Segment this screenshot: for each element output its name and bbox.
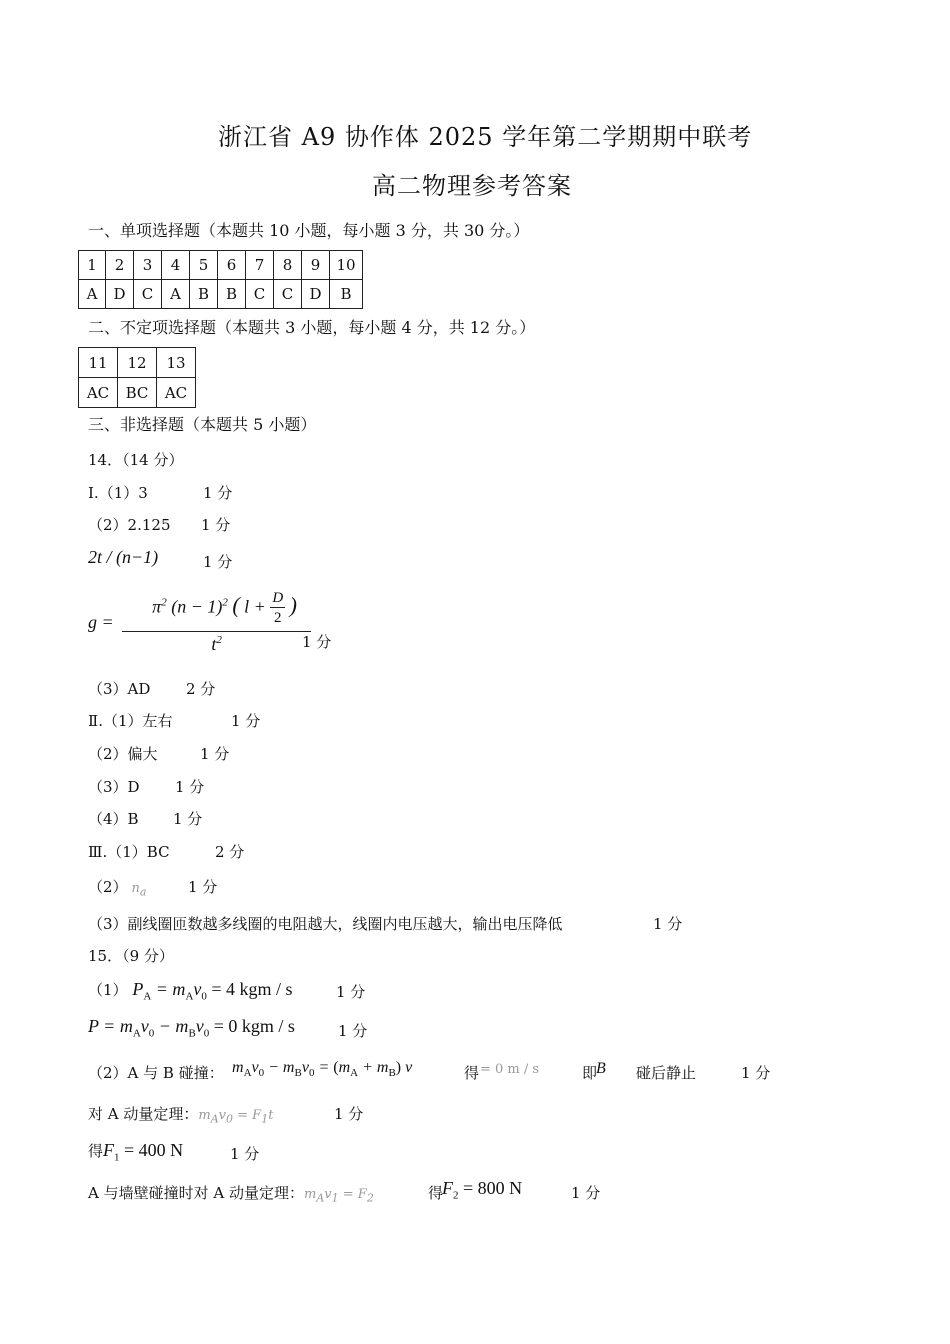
- score: 1 分: [302, 633, 332, 651]
- answer-line: （2）A 与 B 碰撞：: [88, 1064, 224, 1082]
- answer-table-1: [78, 250, 363, 309]
- score: 1 分: [230, 1145, 260, 1163]
- answer-text: 即: [582, 1064, 598, 1082]
- answer-line: [88, 1140, 183, 1164]
- table-cell: 7: [246, 251, 274, 280]
- table-cell: B: [190, 280, 218, 309]
- table-cell: 13: [157, 348, 196, 378]
- math-symbol: B: [596, 1060, 606, 1077]
- answer-line: （3）副线圈匝数越多线圈的电阻越大，线圈内电压越大，输出电压降低: [88, 915, 563, 933]
- answer-label: A 与墙壁碰撞时对 A 动量定理：: [88, 1184, 304, 1202]
- score: 1 分: [188, 878, 218, 896]
- answer-text: 得: [428, 1184, 444, 1202]
- formula-gravity: g = $\pi^2$ $(n - 1)^2$ ( l + $\frac{D}{2}$ ) $t^2$: [88, 590, 311, 655]
- section-heading-2: 二、不定项选择题（本题共 3 小题，每小题 4 分，共 12 分。）: [88, 318, 536, 337]
- formula-period: 2t / (n−1): [88, 547, 159, 567]
- result-velocity: = 0 m / s: [480, 1062, 540, 1077]
- score: 1 分: [338, 1022, 368, 1040]
- answer-label: （2）: [88, 878, 128, 896]
- table-cell: B: [330, 280, 363, 309]
- score: 1 分: [336, 983, 366, 1001]
- score: 1 分: [741, 1064, 771, 1082]
- answer-line: Ⅱ.（1）左右: [88, 712, 173, 730]
- formula-impulse-2: $m_Av_1 = F_2$: [303, 1187, 374, 1205]
- answer-line: （2）偏大: [88, 745, 158, 763]
- section-heading-1: 一、单项选择题（本题共 10 小题，每小题 3 分，共 30 分。）: [88, 221, 530, 240]
- answer-table-2: [78, 347, 196, 408]
- answer-line: （4）B: [88, 810, 139, 828]
- table-cell: A: [162, 280, 190, 309]
- formula-force-2: $F_2 = 800$ N: [442, 1178, 523, 1202]
- answer-line: Ⅰ.（1）3: [88, 484, 148, 502]
- table-cell: D: [106, 280, 134, 309]
- question-heading: 14．（14 分）: [88, 451, 184, 469]
- table-cell: C: [246, 280, 274, 309]
- score: 1 分: [203, 484, 233, 502]
- page-title: 浙江省 A9 协作体 2025 学年第二学期期中联考: [218, 123, 753, 151]
- formula-momentum-total: $P = m_Av_0 - m_Bv_0 = 0$ kgm / s: [88, 1016, 295, 1040]
- table-cell: D: [302, 280, 330, 309]
- formula-collision: $m_Av_0 - m_Bv_0 = (m_A + m_B)$ v: [232, 1059, 413, 1080]
- answer-line: [88, 876, 146, 899]
- table-cell: 6: [218, 251, 246, 280]
- section-heading-3: 三、非选择题（本题共 5 小题）: [88, 415, 317, 434]
- score: 1 分: [175, 778, 205, 796]
- table-cell: 3: [134, 251, 162, 280]
- table-cell: AC: [157, 378, 196, 408]
- answer-line: Ⅲ.（1）BC: [88, 843, 170, 861]
- table-cell: 1: [79, 251, 106, 280]
- answer-text: 碰后静止: [636, 1064, 697, 1082]
- score: 1 分: [200, 745, 230, 763]
- table-cell: B: [218, 280, 246, 309]
- table-cell: 4: [162, 251, 190, 280]
- table-cell: BC: [118, 378, 157, 408]
- page-subtitle: 高二物理参考答案: [372, 172, 572, 200]
- answer-line: [88, 1103, 273, 1126]
- answer-line: [88, 979, 293, 1003]
- score: 1 分: [203, 553, 233, 571]
- answer-label: 得: [88, 1142, 104, 1160]
- table-cell: 2: [106, 251, 134, 280]
- answer-line: （2）2.125: [88, 516, 171, 534]
- score: 1 分: [334, 1105, 364, 1123]
- score: 1 分: [231, 712, 261, 730]
- answer-label: 对 A 动量定理：: [88, 1105, 199, 1123]
- answer-label: （1）: [88, 981, 128, 999]
- table-cell: 9: [302, 251, 330, 280]
- table-cell: 5: [190, 251, 218, 280]
- table-cell: 8: [274, 251, 302, 280]
- table-cell: C: [134, 280, 162, 309]
- formula-impulse-1: $m_Av_0 = F_1t$: [198, 1108, 274, 1126]
- formula-force-1: $F_1 = 400$ N: [103, 1140, 184, 1164]
- table-cell: 12: [118, 348, 157, 378]
- score: 1 分: [173, 810, 203, 828]
- score: 1 分: [571, 1184, 601, 1202]
- score: 2 分: [215, 843, 245, 861]
- question-heading: 15．（9 分）: [88, 947, 174, 965]
- table-cell: C: [274, 280, 302, 309]
- math-symbol: $n_a$: [131, 881, 147, 899]
- score: 1 分: [201, 516, 231, 534]
- score: 1 分: [653, 915, 683, 933]
- table-cell: 11: [79, 348, 118, 378]
- table-cell: A: [79, 280, 106, 309]
- answer-line: [88, 1182, 374, 1205]
- answer-line: （3）D: [88, 778, 140, 796]
- table-cell: 10: [330, 251, 363, 280]
- table-cell: AC: [79, 378, 118, 408]
- score: 2 分: [186, 680, 216, 698]
- answer-line: （3）AD: [88, 680, 151, 698]
- formula-momentum-a: $P_A = m_Av_0 = 4$ kgm / s: [132, 979, 293, 1003]
- answer-text: 得: [464, 1064, 480, 1082]
